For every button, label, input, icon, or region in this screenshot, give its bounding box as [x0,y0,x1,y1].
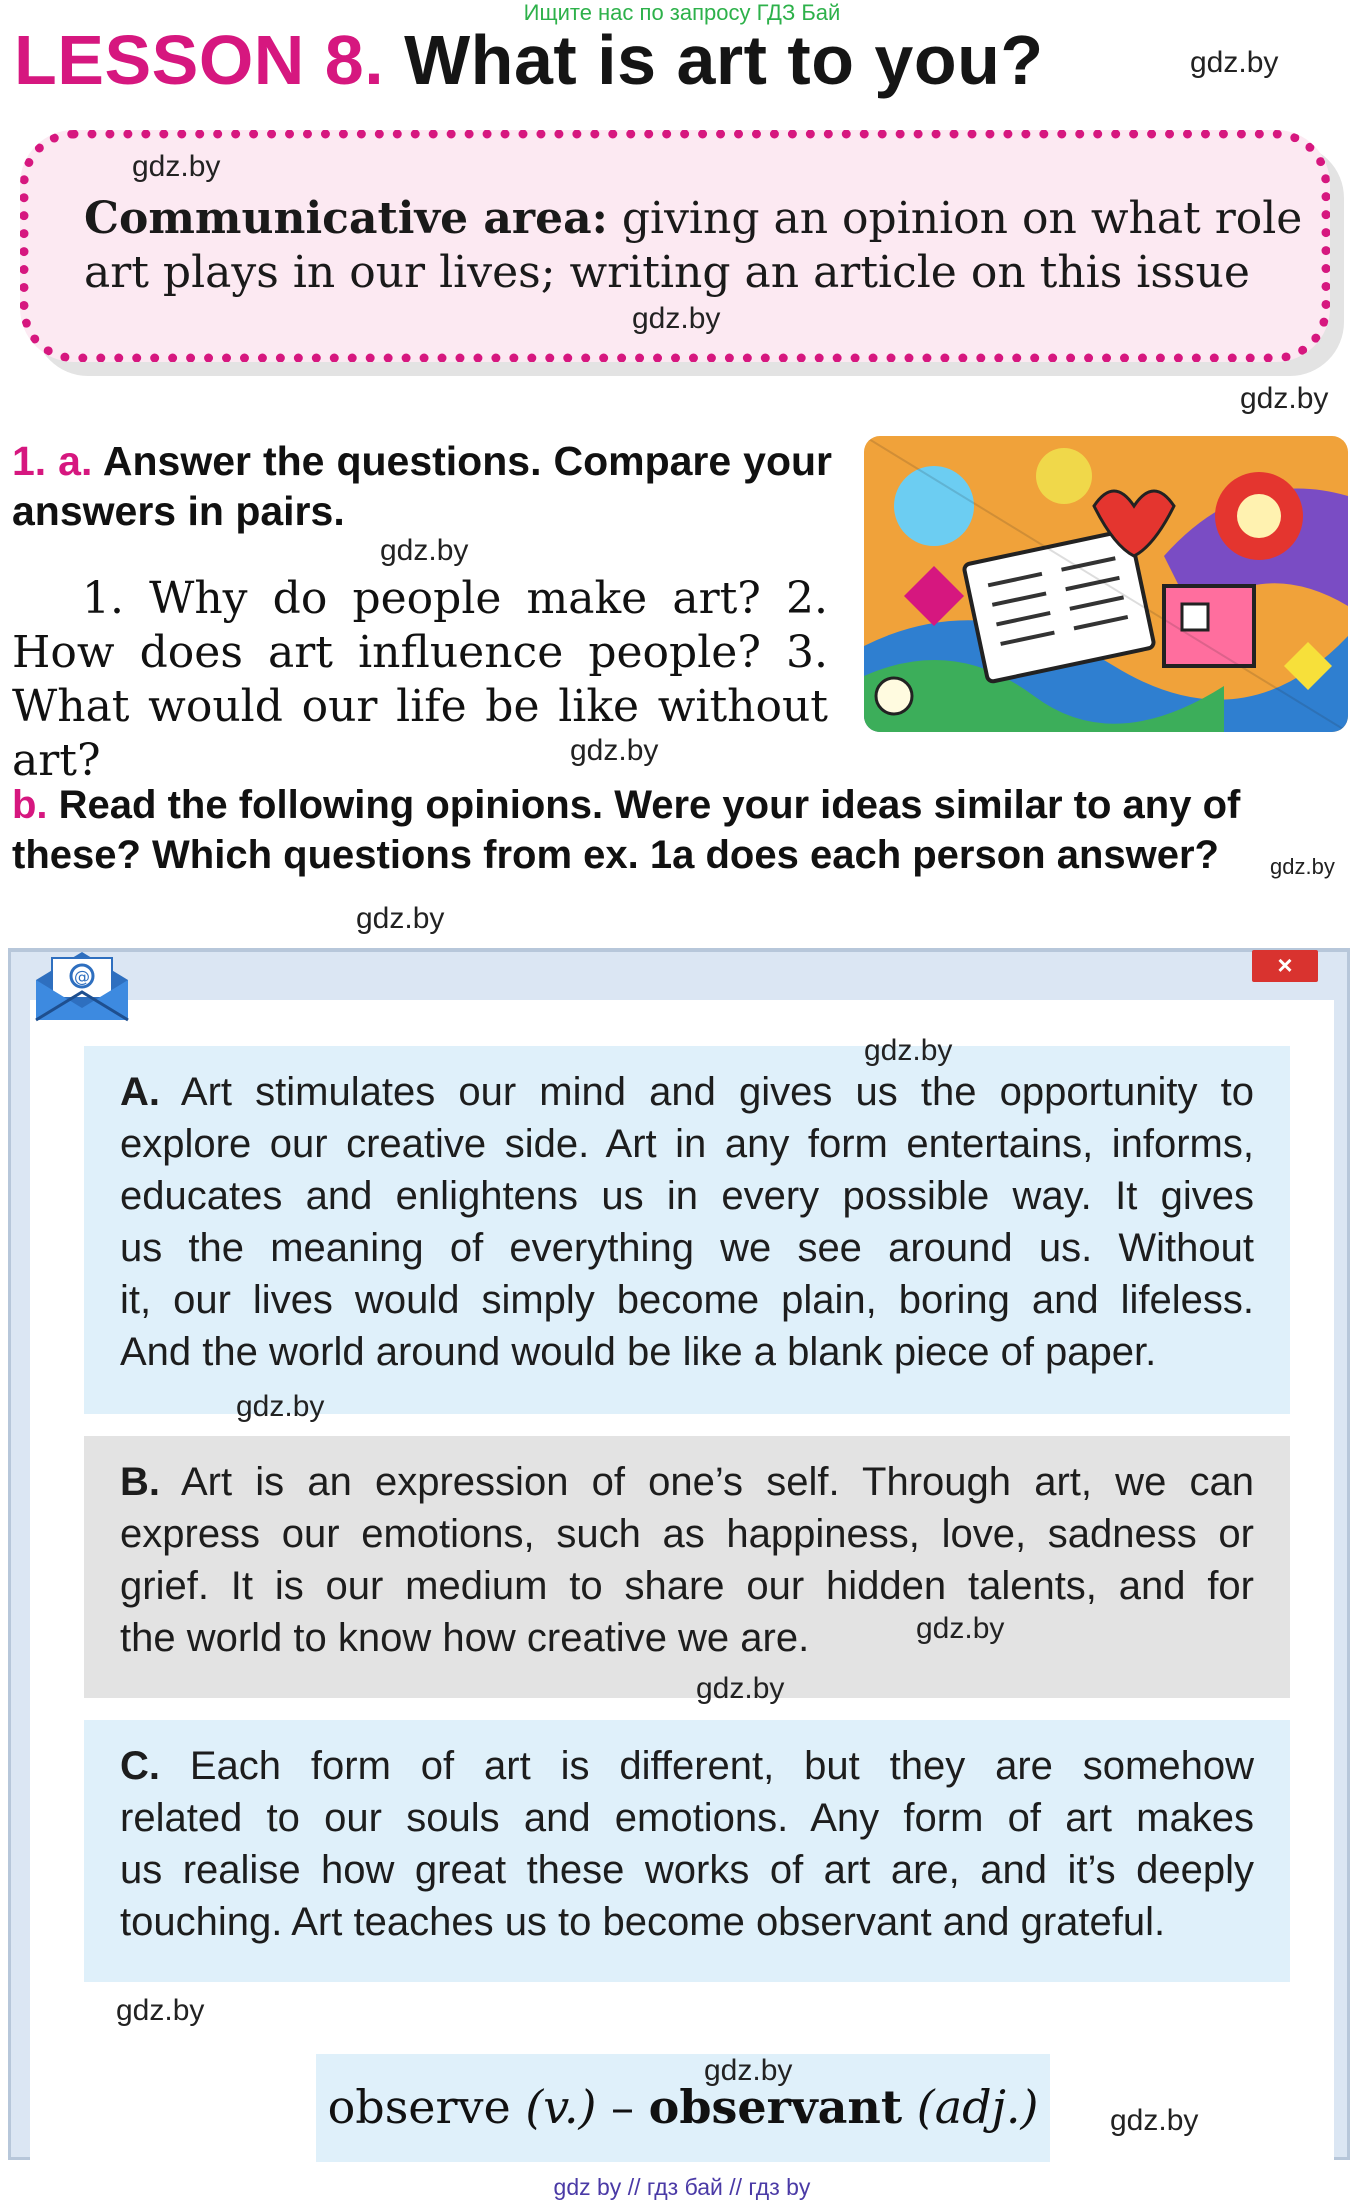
svg-text:@: @ [74,967,90,986]
top-banner: Ищите нас по запросу ГДЗ Бай [523,0,841,25]
watermark: gdz.by [132,150,221,183]
vocab-adjective-pos: (adj.) [916,2080,1039,2134]
opinion-a-letter: A. [120,1070,160,1114]
exercise-1a-instruction [12,436,832,536]
opinion-a-line: us the meaning of everything we see around us. Without [120,1226,1254,1270]
exercise-1b-letter: b. [12,783,48,827]
close-button[interactable] [1252,950,1318,982]
opinion-a-line: explore our creative side. Art in any form entertains, informs, [120,1122,1254,1166]
vocabulary-text [316,2080,1050,2134]
opinion-a-line: educates and enlightens us in every possible way. It gives [120,1174,1254,1218]
lesson-question: What is art to you? [404,21,1044,99]
watermark: gdz.by [864,1034,953,1067]
opinion-b-line: B. Art is an expression of one’s self. Through art, we can [120,1460,1254,1504]
communicative-area-description: giving an opinion on what role art plays in our lives; writing an article on this issue [84,193,1303,298]
watermark: gdz.by [696,1672,785,1705]
watermark: gdz.by [380,534,469,567]
watermark: gdz.by [632,302,721,335]
exercise-1b-instruction-text: Read the following opinions. Were your ideas similar to any of these? Which questions from ex. 1a does each person answer? [12,783,1241,877]
watermark: gdz.by [236,1390,325,1423]
close-icon: × [1277,950,1293,980]
watermark: gdz.by [116,1994,205,2027]
watermark: gdz.by [1110,2104,1199,2137]
opinion-c-line: related to our souls and emotions. Any form of art makes [120,1796,1254,1840]
lesson-title [14,20,1044,100]
opinion-c-line: touching. Art teaches us to become observant and grateful. [120,1900,1166,1944]
watermark: gdz.by [356,902,445,935]
opinion-c-box [84,1720,1290,1982]
watermark: gdz.by [1190,46,1279,79]
vocab-adjective: observant [648,2080,903,2134]
opinion-a-line: A. Art stimulates our mind and gives us the opportunity to [120,1070,1254,1114]
communicative-area-text [84,192,1304,300]
watermark: gdz.by [704,2054,793,2087]
opinion-a-line: it, our lives would simply become plain, boring and lifeless. [120,1278,1254,1322]
opinion-a-box [84,1046,1290,1414]
opinion-b-line: grief. It is our medium to share our hidden talents, and for [120,1564,1254,1608]
bottom-banner: gdz by // гдз бай // гдз by [553,2174,811,2200]
opinion-b-letter: B. [120,1460,160,1504]
watermark: gdz.by [1270,854,1335,879]
vocab-verb: observe [327,2080,511,2134]
opinion-b-box [84,1436,1290,1698]
exercise-1a-instruction-text: Answer the questions. Compare your answers in pairs. [12,438,833,534]
watermark: gdz.by [916,1612,1005,1645]
opinion-c-line: C. Each form of art is different, but they are somehow [120,1744,1254,1788]
opinion-c-line: us realise how great these works of art are, and it’s deeply [120,1848,1254,1892]
communicative-area-label: Communicative area: [84,193,608,244]
exercise-1a-number: 1. a. [12,438,93,484]
art-collage-image [864,436,1348,732]
lesson-number: LESSON 8. [14,21,385,99]
opinion-c-letter: C. [120,1744,160,1788]
exercise-1a-questions: 1. Why do people make art? 2. How does art influence people? 3. What would our life be like without art? [12,573,828,786]
opinion-a-line: And the world around would be like a blank piece of paper. [120,1330,1157,1374]
exercise-1b-instruction [12,780,1352,880]
watermark: gdz.by [570,734,659,767]
opinion-b-line: express our emotions, such as happiness, love, sadness or [120,1512,1254,1556]
vocab-verb-pos: (v.) [525,2080,597,2134]
vocab-dash: – [596,2080,649,2134]
opinion-b-line: the world to know how creative we are. [120,1616,810,1660]
mail-envelope-icon [30,946,134,1026]
watermark: gdz.by [1240,382,1329,415]
